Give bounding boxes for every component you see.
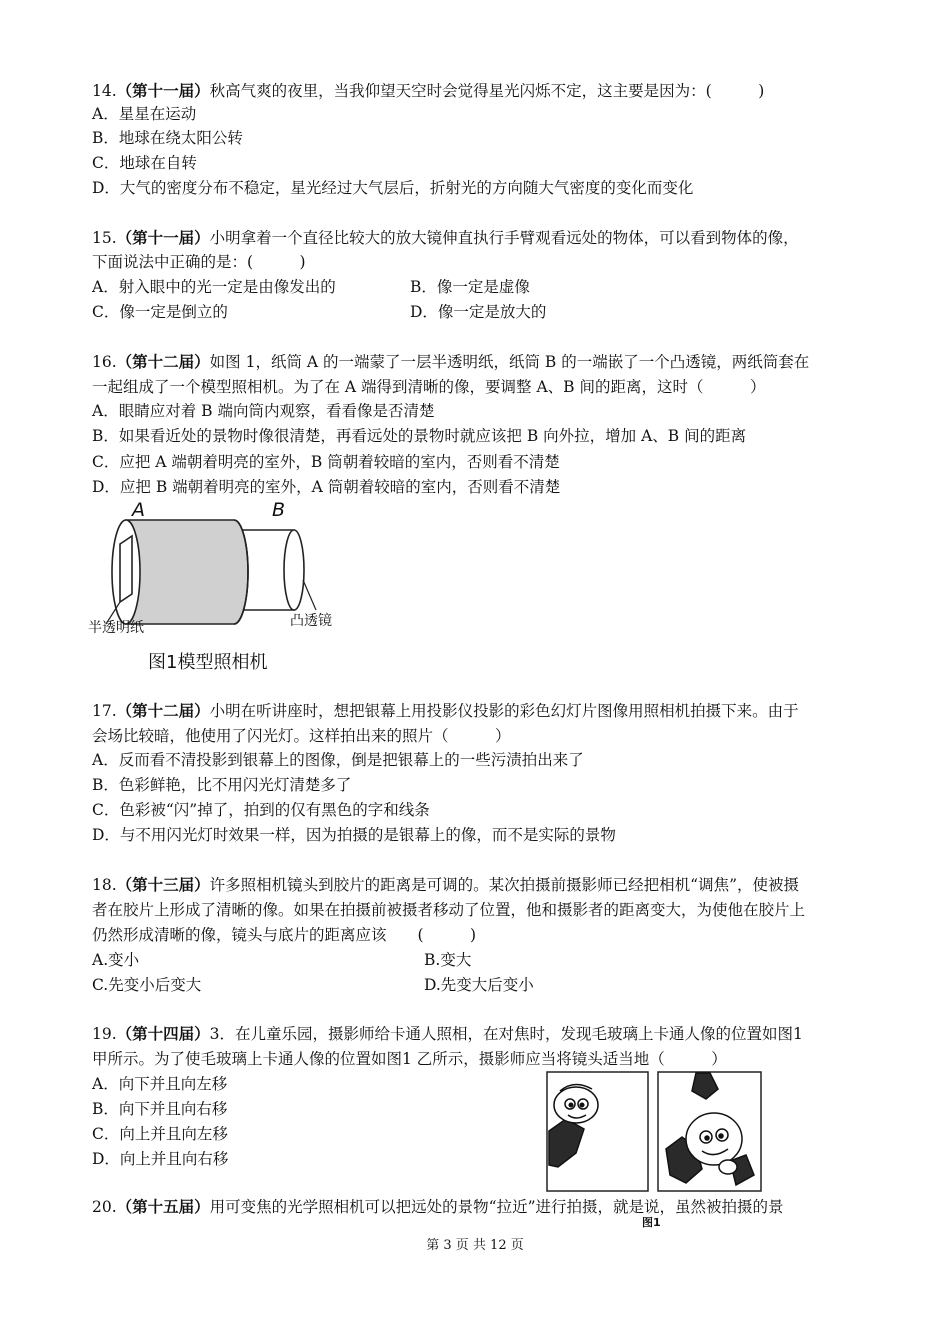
question-19-stem bbox=[92, 1023, 803, 1045]
question-text-line3: 仍然形成清晰的像，镜头与底片的距离应该 ( ) bbox=[92, 926, 477, 944]
question-text: 秋高气爽的夜里，当我仰望天空时会觉得星光闪烁不定，这主要是因为：( ) bbox=[209, 82, 765, 100]
label-b: B bbox=[272, 499, 286, 521]
lens-end bbox=[284, 530, 304, 610]
question-number: 14. bbox=[92, 82, 117, 100]
option-a: A.变小 bbox=[92, 951, 140, 969]
question-text-line2: 会场比较暗，他使用了闪光灯。这样拍出来的照片（ ） bbox=[92, 727, 511, 745]
option-b: B．色彩鲜艳，比不用闪光灯清楚多了 bbox=[92, 776, 352, 794]
option-a: A．反而看不清投影到银幕上的图像，倒是把银幕上的一些污渍拍出来了 bbox=[92, 751, 584, 769]
question-number: 20. bbox=[92, 1198, 117, 1216]
figure-caption: 图1 bbox=[642, 1216, 661, 1229]
question-text: 许多照相机镜头到胶片的距离是可调的。某次拍摄前摄影师已经把相机“调焦”，使被摄 bbox=[209, 876, 800, 894]
question-14-stem bbox=[92, 80, 764, 102]
session-label: （第十二届） bbox=[116, 701, 210, 720]
question-number: 19. bbox=[92, 1025, 117, 1043]
question-text-tail: 虽然被拍摄的景 bbox=[675, 1198, 784, 1216]
session-label: （第十一届） bbox=[116, 81, 210, 100]
question-16-stem bbox=[92, 351, 809, 373]
question-18-stem bbox=[92, 874, 799, 896]
question-number: 15. bbox=[92, 229, 117, 247]
option-a: A．眼睛应对着 B 端向筒内观察，看看像是否清楚 bbox=[92, 402, 435, 420]
question-text: 小明拿着一个直径比较大的放大镜伸直执行手臂观看远处的物体，可以看到物体的像， bbox=[209, 229, 799, 247]
option-c: C．地球在自转 bbox=[92, 154, 197, 172]
session-label: （第十二届） bbox=[116, 352, 210, 371]
label-a: A bbox=[132, 499, 145, 521]
option-a: A．向下并且向左移 bbox=[92, 1075, 228, 1093]
question-number: 18. bbox=[92, 876, 117, 894]
option-b: B．像一定是虚像 bbox=[410, 278, 530, 296]
option-c: C．像一定是倒立的 bbox=[92, 303, 228, 321]
question-17-stem bbox=[92, 700, 799, 722]
question-text-line2: 下面说法中正确的是：( ) bbox=[92, 253, 306, 271]
option-b: B．向下并且向右移 bbox=[92, 1100, 228, 1118]
option-d: D．应把 B 端朝着明亮的室外，A 筒朝着较暗的室内，否则看不清楚 bbox=[92, 478, 561, 496]
figure-caption: 图1模型照相机 bbox=[148, 652, 268, 673]
option-d: D．大气的密度分布不稳定，星光经过大气层后，折射光的方向随大气密度的变化而变化 bbox=[92, 179, 694, 197]
session-label: （第十一届） bbox=[116, 228, 210, 247]
tube-a bbox=[126, 520, 248, 624]
option-d: D．向上并且向右移 bbox=[92, 1150, 229, 1168]
question-text: 3．在儿童乐园，摄影师给卡通人照相，在对焦时，发现毛玻璃上卡通人像的位置如图1 bbox=[209, 1025, 803, 1043]
translucent-paper bbox=[120, 536, 132, 602]
question-15-stem bbox=[92, 227, 799, 249]
option-c: C.先变小后变大 bbox=[92, 976, 202, 994]
option-d: D.先变大后变小 bbox=[424, 976, 534, 994]
option-d: D．像一定是放大的 bbox=[410, 303, 547, 321]
question-number: 16. bbox=[92, 353, 117, 371]
option-b: B.变大 bbox=[424, 951, 472, 969]
question-text: 小明在听讲座时，想把银幕上用投影仪投影的彩色幻灯片图像用照相机拍摄下来。由于 bbox=[209, 702, 799, 720]
camera-diagram bbox=[84, 498, 364, 668]
option-c: C．向上并且向左移 bbox=[92, 1125, 228, 1143]
question-text-continued: 进行拍摄，就是说， bbox=[535, 1198, 676, 1216]
question-text: 用可变焦的光学照相机可以把远处的景物“拉近” bbox=[209, 1198, 536, 1216]
question-20-stem bbox=[92, 1196, 784, 1218]
question-text-line2: 甲所示。为了使毛玻璃上卡通人像的位置如图1 乙所示，摄影师应当将镜头适当地（ ） bbox=[92, 1050, 727, 1068]
session-label: （第十三届） bbox=[116, 875, 210, 894]
ground-glass-images bbox=[546, 1071, 762, 1193]
question-text-line2: 者在胶片上形成了清晰的像。如果在拍摄前被摄者移动了位置，他和摄影者的距离变大，为使他在胶片上 bbox=[92, 901, 806, 919]
option-c: C．应把 A 端朝着明亮的室外，B 筒朝着较暗的室内，否则看不清楚 bbox=[92, 453, 560, 471]
label-convex-lens: 凸透镜 bbox=[290, 613, 332, 629]
session-label: （第十四届） bbox=[116, 1024, 210, 1043]
option-c: C．色彩被“闪”掉了，拍到的仅有黑色的字和线条 bbox=[92, 801, 430, 819]
question-number: 17. bbox=[92, 702, 117, 720]
session-label: （第十五届） bbox=[116, 1197, 210, 1216]
question-text-line2: 一起组成了一个模型照相机。为了在 A 端得到清晰的像，要调整 A、B 间的距离，这时（ ） bbox=[92, 378, 766, 396]
option-b: B．如果看近处的景物时像很清楚，再看远处的景物时就应该把 B 向外拉，增加 A、B 间的距离 bbox=[92, 427, 747, 445]
label-translucent-paper: 半透明纸 bbox=[88, 620, 144, 636]
page-footer: 第 3 页 共 12 页 bbox=[426, 1238, 524, 1253]
option-b: B．地球在绕太阳公转 bbox=[92, 129, 243, 147]
option-a: A．星星在运动 bbox=[92, 105, 197, 123]
question-text: 如图 1，纸筒 A 的一端蒙了一层半透明纸，纸筒 B 的一端嵌了一个凸透镜，两纸筒套在 bbox=[209, 353, 810, 371]
option-a: A．射入眼中的光一定是由像发出的 bbox=[92, 278, 336, 296]
option-d: D．与不用闪光灯时效果一样，因为拍摄的是银幕上的像，而不是实际的景物 bbox=[92, 826, 616, 844]
